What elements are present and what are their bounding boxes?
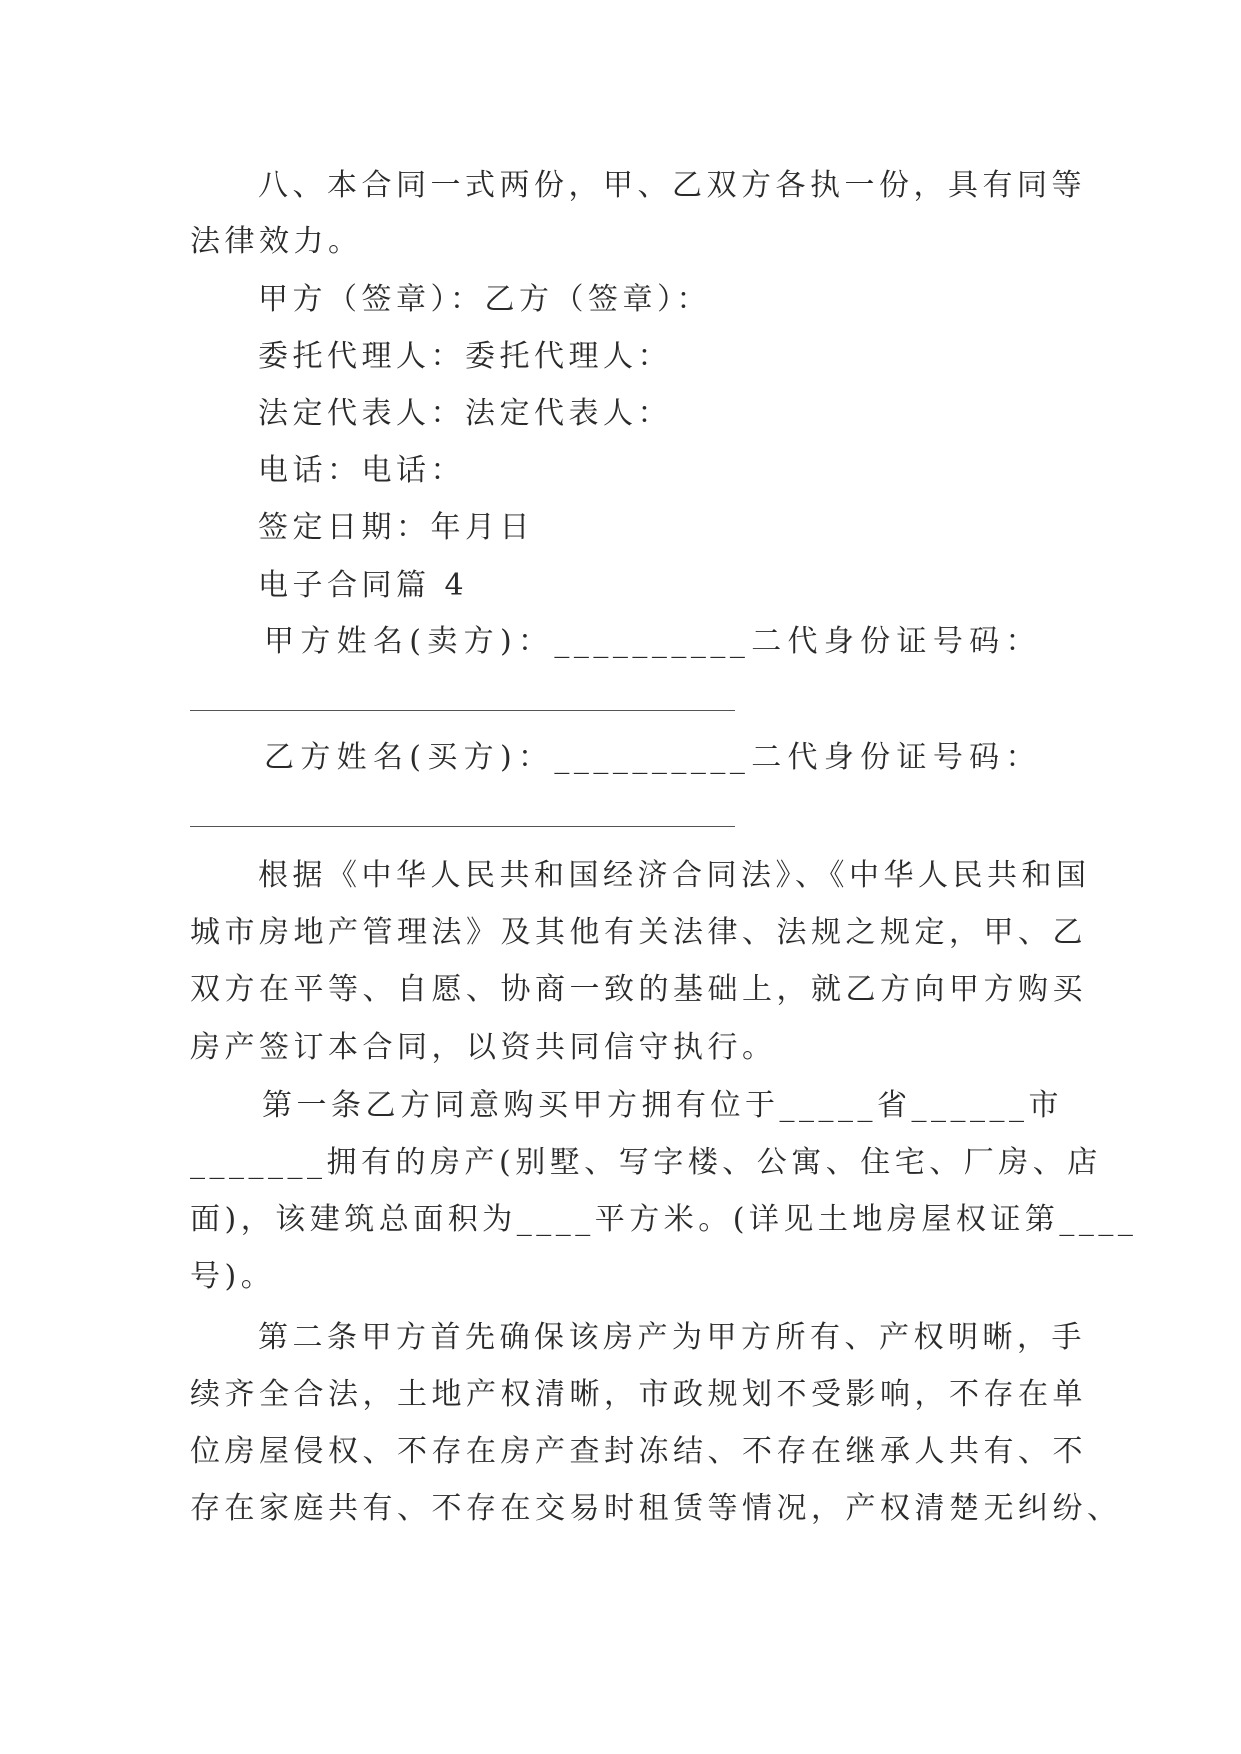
article-1-line-4: 号)。 bbox=[190, 1259, 276, 1294]
agent-line: 委托代理人：委托代理人： bbox=[258, 339, 672, 374]
signing-date-line: 签定日期：年月日 bbox=[258, 510, 534, 545]
preamble-line-4: 房产签订本合同，以资共同信守执行。 bbox=[190, 1030, 777, 1065]
party-a-id-blank bbox=[190, 710, 735, 711]
article-1-line-1: 第一条乙方同意购买甲方拥有位于_____省______市 bbox=[262, 1088, 1063, 1123]
signature-line: 甲方（签章）：乙方（签章）： bbox=[258, 282, 711, 317]
clause-8-line-1: 八、本合同一式两份，甲、乙双方各执一份，具有同等 bbox=[258, 168, 1086, 203]
preamble-line-3: 双方在平等、自愿、协商一致的基础上，就乙方向甲方购买 bbox=[190, 972, 1087, 1007]
article-2-line-2: 续齐全合法，土地产权清晰，市政规划不受影响，不存在单 bbox=[190, 1377, 1087, 1412]
party-b-line: 乙方姓名(买方)：__________二代身份证号码： bbox=[264, 740, 1040, 775]
article-1-line-3: 面)，该建筑总面积为____平方米。(详见土地房屋权证第____ bbox=[190, 1202, 1138, 1237]
section-heading: 电子合同篇 4 bbox=[258, 568, 469, 603]
preamble-line-2: 城市房地产管理法》及其他有关法律、法规之规定，甲、乙 bbox=[190, 915, 1087, 950]
article-1-line-2: _______拥有的房产(别墅、写字楼、公寓、住宅、厂房、店 bbox=[190, 1145, 1102, 1180]
legal-representative-line: 法定代表人：法定代表人： bbox=[258, 396, 672, 431]
party-b-id-blank bbox=[190, 826, 735, 827]
preamble-line-1: 根据《中华人民共和国经济合同法》、《中华人民共和国 bbox=[258, 858, 1091, 893]
article-2-line-1: 第二条甲方首先确保该房产为甲方所有、产权明晰，手 bbox=[258, 1320, 1086, 1355]
article-2-line-3: 位房屋侵权、不存在房产查封冻结、不存在继承人共有、不 bbox=[190, 1434, 1087, 1469]
phone-line: 电话：电话： bbox=[258, 453, 465, 488]
party-a-line: 甲方姓名(卖方)：__________二代身份证号码： bbox=[264, 624, 1040, 659]
clause-8-line-2: 法律效力。 bbox=[190, 224, 363, 259]
article-2-line-4: 存在家庭共有、不存在交易时租赁等情况，产权清楚无纠纷、 bbox=[190, 1491, 1122, 1526]
